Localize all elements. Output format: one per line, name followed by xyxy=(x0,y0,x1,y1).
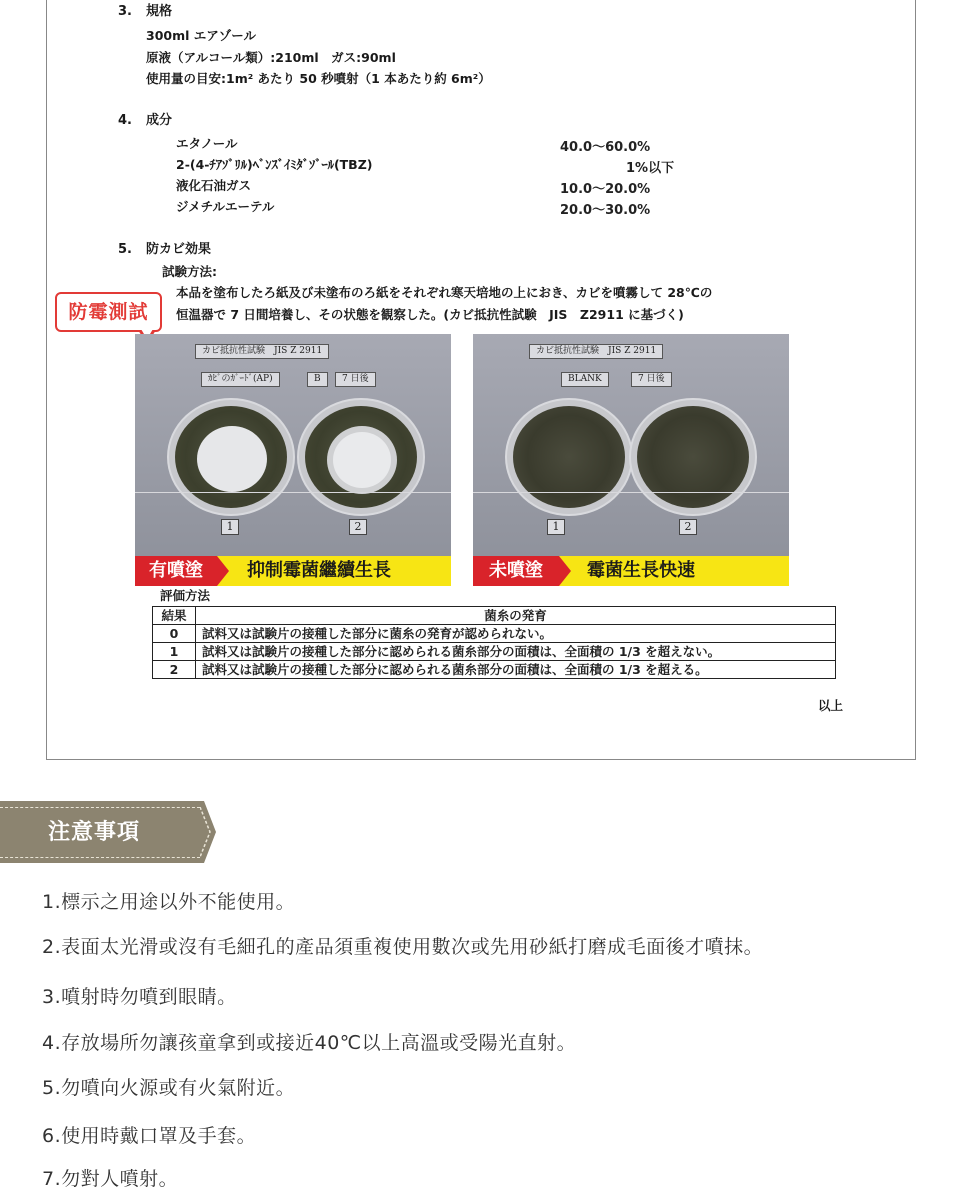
photo-label: カビ抵抗性試験 JIS Z 2911 xyxy=(195,344,329,359)
dish-number: 1 xyxy=(221,519,239,535)
antimold-number: 5. xyxy=(118,242,132,257)
table-header: 菌糸の発育 xyxy=(196,607,836,625)
table-row xyxy=(153,625,836,643)
notice-title: 注意事項 xyxy=(48,820,141,845)
photo-tag: 7 日後 xyxy=(335,372,376,387)
photo-tag: 7 日後 xyxy=(631,372,672,387)
spec-line: 300ml エアゾール xyxy=(146,28,257,43)
ingredient-value: 40.0～60.0% xyxy=(560,140,651,155)
photo-label: カビ抵抗性試験 JIS Z 2911 xyxy=(529,344,663,359)
petri-dish xyxy=(505,398,633,516)
table-header: 結果 xyxy=(153,607,196,625)
table-row xyxy=(153,643,836,661)
notice-item: 6.使用時戴口罩及手套。 xyxy=(42,1125,257,1147)
table-cell: 2 xyxy=(153,661,196,679)
notice-item: 1.標示之用途以外不能使用。 xyxy=(42,891,296,913)
spec-heading: 規格 xyxy=(146,4,173,19)
spec-line: 原液（アルコール類）:210ml ガス:90ml xyxy=(146,50,396,65)
ingredient-value: 10.0～20.0% xyxy=(560,182,651,197)
spec-number: 3. xyxy=(118,4,132,19)
ingredient-value: 1%以下 xyxy=(626,161,675,176)
evaluation-table xyxy=(152,606,836,679)
photo-blank xyxy=(473,334,789,558)
photo-treated xyxy=(135,334,451,558)
notice-item: 4.存放場所勿讓孩童拿到或接近40℃以上高溫或受陽光直射。 xyxy=(42,1032,577,1054)
banner-treated xyxy=(135,556,451,586)
mold-test-callout: 防霉測試 xyxy=(55,292,162,332)
notice-arrow-decor xyxy=(200,807,214,857)
table-cell: 0 xyxy=(153,625,196,643)
ingredients-number: 4. xyxy=(118,113,132,128)
banner-tag: 有噴塗 xyxy=(135,556,217,586)
notice-item: 3.噴射時勿噴到眼睛。 xyxy=(42,986,237,1008)
ingredient-name: 液化石油ガス xyxy=(176,178,252,193)
table-cell: 1 xyxy=(153,643,196,661)
dish-number: 1 xyxy=(547,519,565,535)
banner-text: 抑制霉菌繼續生長 xyxy=(247,560,391,581)
ingredients-heading: 成分 xyxy=(146,113,173,128)
table-row xyxy=(153,607,836,625)
petri-dish xyxy=(167,398,295,516)
photo-tag: B xyxy=(307,372,328,387)
ingredient-name: エタノール xyxy=(176,136,238,151)
spec-line: 使用量の目安:1m² あたり 50 秒噴射（1 本あたり約 6m²） xyxy=(146,71,491,86)
method-label: 試験方法: xyxy=(162,264,217,279)
evaluation-label: 評価方法 xyxy=(160,588,211,603)
notice-item: 2.表面太光滑或沒有毛細孔的產品須重複使用數次或先用砂紙打磨成毛面後才噴抹。 xyxy=(42,936,764,958)
method-text: 恒温器で 7 日間培養し、その状態を観察した。(カビ抵抗性試験 JIS Z2911 に基づく) xyxy=(176,307,684,322)
table-cell: 試料又は試験片の接種した部分に認められる菌糸部分の面積は、全面積の 1/3 を超える。 xyxy=(196,661,836,679)
petri-dish xyxy=(297,398,425,516)
notice-item: 7.勿對人噴射。 xyxy=(42,1168,179,1190)
petri-dish xyxy=(629,398,757,516)
ingredient-value: 20.0～30.0% xyxy=(560,203,651,218)
ingredient-name: ジメチルエーテル xyxy=(176,199,275,214)
banner-tag: 未噴塗 xyxy=(473,556,559,586)
photo-tag: ｶﾋﾞのｶﾞｰﾄﾞ(AP) xyxy=(201,372,280,387)
end-mark: 以上 xyxy=(818,698,844,713)
ingredient-name: 2-(4-ﾁｱｿﾞﾘﾙ)ﾍﾞﾝｽﾞｲﾐﾀﾞｿﾞｰﾙ(TBZ) xyxy=(176,157,373,172)
dish-number: 2 xyxy=(349,519,367,535)
antimold-heading: 防カビ効果 xyxy=(146,242,212,257)
banner-text: 霉菌生長快速 xyxy=(587,560,695,581)
table-row xyxy=(153,661,836,679)
notice-item: 5.勿噴向火源或有火氣附近。 xyxy=(42,1077,296,1099)
method-text: 本品を塗布したろ紙及び未塗布のろ紙をそれぞれ寒天培地の上におき、カビを噴霧して 28℃の xyxy=(176,285,713,300)
table-cell: 試料又は試験片の接種した部分に認められる菌糸部分の面積は、全面積の 1/3 を超えない。 xyxy=(196,643,836,661)
dish-number: 2 xyxy=(679,519,697,535)
table-cell: 試料又は試験片の接種した部分に菌糸の発育が認められない。 xyxy=(196,625,836,643)
banner-blank xyxy=(473,556,789,586)
photo-tag: BLANK xyxy=(561,372,609,387)
